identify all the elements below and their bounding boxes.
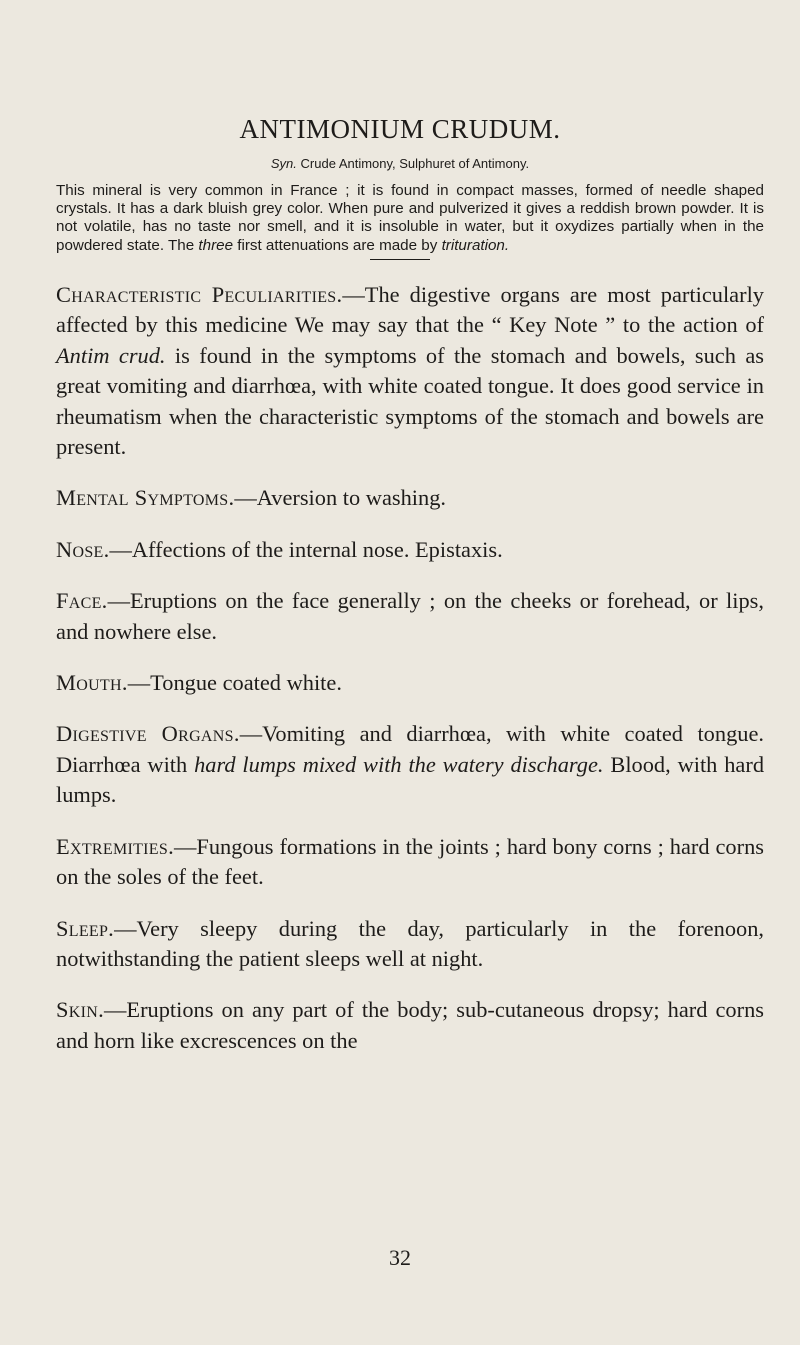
section-extremities bbox=[56, 832, 764, 893]
section-text: —Eruptions on the face generally ; on the cheeks or forehead, or lips, and nowhere else. bbox=[56, 588, 764, 644]
section-text: —Aversion to washing. bbox=[234, 485, 447, 511]
synonym-label: Syn. bbox=[270, 156, 297, 171]
section-nose bbox=[56, 535, 764, 565]
section-text: —Very sleepy during the day, particularly in the forenoon, notwithstanding the patient sleeps well at night. bbox=[56, 915, 764, 971]
intro-italic-1: three bbox=[198, 236, 234, 254]
section-heading: Digestive Organs. bbox=[56, 721, 240, 747]
section-text: is found in the symptoms of the stomach and bowels, such as great vomiting and diarrhœa, with white coated tongue. It does good service in rheumatism when the characteristic symptoms of the stomach and bowels are present. bbox=[56, 342, 764, 460]
page-number: 32 bbox=[389, 1245, 411, 1270]
section-heading: Nose. bbox=[56, 536, 110, 562]
symptom-sections bbox=[56, 280, 764, 1056]
synonym-line bbox=[0, 156, 800, 171]
section-heading: Sleep. bbox=[56, 915, 115, 941]
section-heading: Mouth. bbox=[56, 670, 128, 696]
page-title: ANTIMONIUM CRUDUM. bbox=[239, 114, 561, 144]
section-text: —Tongue coated white. bbox=[127, 670, 342, 696]
section-heading: Mental Symptoms. bbox=[56, 485, 235, 511]
section-characteristic bbox=[56, 280, 764, 462]
intro-italic-2: trituration. bbox=[441, 236, 510, 254]
section-heading: Extremities. bbox=[56, 833, 174, 859]
section-mental bbox=[56, 483, 764, 513]
section-text: —Affections of the internal nose. Epistaxis. bbox=[109, 536, 503, 562]
section-text: Blood, with hard lumps. bbox=[56, 751, 765, 808]
section-italic: Antim crud. bbox=[56, 342, 166, 368]
synonym-text: Crude Antimony, Sulphuret of Antimony. bbox=[300, 156, 530, 171]
section-digestive bbox=[56, 719, 764, 810]
section-face bbox=[56, 586, 764, 647]
section-text: —Fungous formations in the joints ; hard bony corns ; hard corns on the soles of the feet. bbox=[56, 833, 764, 890]
section-text: —Vomiting and diarrhœa, with white coated tongue. Diarrhœa with bbox=[56, 721, 765, 777]
section-sleep bbox=[56, 914, 764, 975]
section-heading: Skin. bbox=[56, 997, 104, 1023]
intro-text-2: first attenuations are made by bbox=[233, 236, 442, 254]
section-italic: hard lumps mixed with the watery discharge. bbox=[194, 751, 604, 777]
section-divider bbox=[370, 259, 430, 260]
section-heading: Face. bbox=[56, 588, 108, 614]
section-skin bbox=[56, 995, 764, 1056]
section-text: —Eruptions on any part of the body; sub-cutaneous dropsy; hard corns and horn like excrescences on the bbox=[56, 997, 764, 1053]
intro-text-1: This mineral is very common in France ; it is found in compact masses, formed of needle shaped crystals. It has a dark bluish grey color. When pure and pulverized it gives a reddish brown powder. It is not volatile, has no taste nor smell, and it is insoluble in water, but it oxydizes partially when in the powdered state. The bbox=[56, 182, 764, 254]
section-heading: Characteristic Peculiarities. bbox=[56, 282, 343, 307]
intro-paragraph bbox=[56, 182, 764, 255]
section-text: —The digestive organs are most particularly affected by this medicine We may say that the “ Key Note ” to the action of bbox=[56, 282, 764, 338]
section-mouth bbox=[56, 668, 764, 698]
